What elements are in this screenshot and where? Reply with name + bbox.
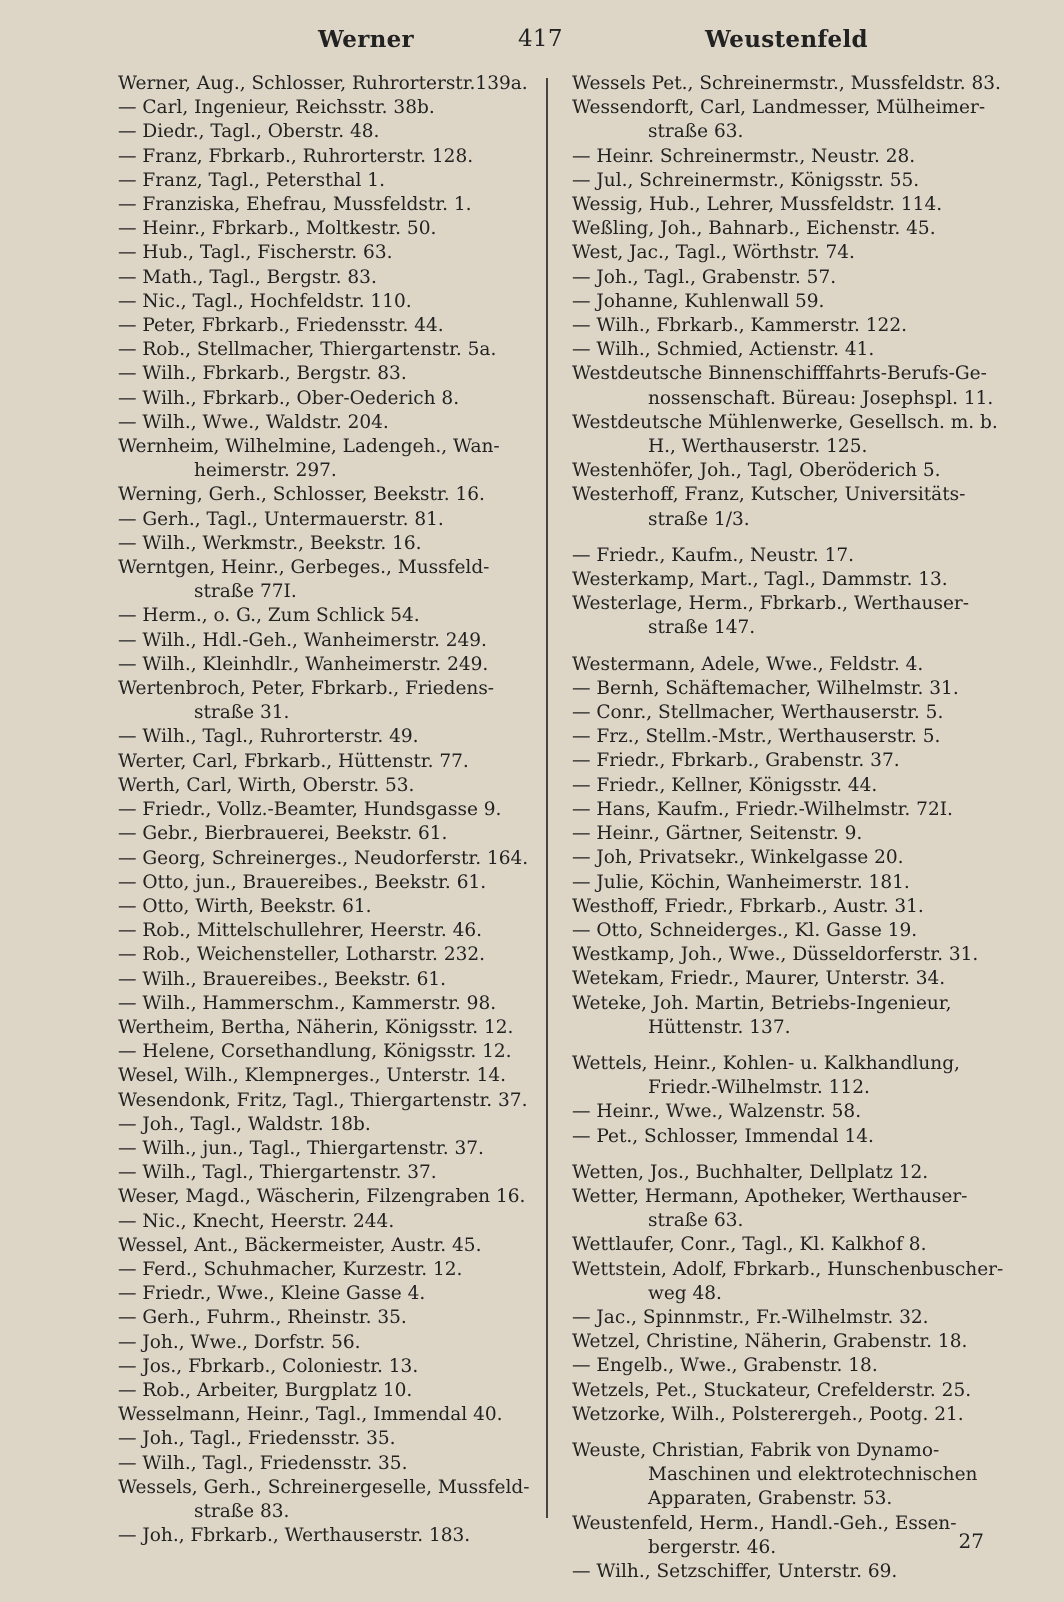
directory-entry (572, 217, 1012, 241)
directory-entry (118, 217, 538, 241)
directory-entry (118, 193, 538, 217)
directory-entry (572, 314, 1012, 338)
directory-entry (572, 362, 1012, 410)
entry-line: — Heinr., Gärtner, Seitenstr. 9. (572, 823, 863, 845)
directory-entry (118, 798, 538, 822)
directory-entry (572, 1052, 1012, 1100)
entry-line: — Franz, Fbrkarb., Ruhrorterstr. 128. (118, 145, 474, 167)
directory-entry (572, 72, 1012, 96)
entry-line: Wessel, Ant., Bäckermeister, Austr. 45. (118, 1234, 482, 1256)
directory-entry (118, 1331, 538, 1355)
directory-entry (572, 193, 1012, 217)
entry-line: — Franziska, Ehefrau, Mussfeldstr. 1. (118, 194, 472, 216)
directory-entry (572, 266, 1012, 290)
directory-entry (118, 604, 538, 628)
entry-line: — Peter, Fbrkarb., Friedensstr. 44. (118, 315, 444, 337)
entry-line: — Heinr., Fbrkarb., Moltkestr. 50. (118, 218, 437, 240)
directory-entry (572, 919, 1012, 943)
entry-line: — Wilh., Hammerschm., Kammerstr. 98. (118, 992, 497, 1014)
directory-entry (572, 592, 1012, 640)
entry-line: — Joh., Fbrkarb., Werthauserstr. 183. (118, 1525, 471, 1547)
directory-entry (118, 1016, 538, 1040)
entry-line: — Friedr., Wwe., Kleine Gasse 4. (118, 1283, 426, 1305)
directory-entry (118, 1379, 538, 1403)
entry-line: Werning, Gerh., Schlosser, Beekstr. 16. (118, 484, 485, 506)
entry-line: Wettlaufer, Conr., Tagl., Kl. Kalkhof 8. (572, 1234, 927, 1256)
entry-continuation: Hüttenstr. 137. (648, 1016, 791, 1038)
entry-line: Wertheim, Bertha, Näherin, Königsstr. 12. (118, 1016, 514, 1038)
directory-entry (118, 774, 538, 798)
directory-entry (572, 1379, 1012, 1403)
entry-line: Wetten, Jos., Buchhalter, Dellplatz 12. (572, 1161, 929, 1183)
entry-line: — Franz, Tagl., Petersthal 1. (118, 169, 385, 191)
directory-entry (572, 483, 1012, 531)
entry-line: Weuste, Christian, Fabrik von Dynamo- (572, 1439, 940, 1461)
entry-line: Westerkamp, Mart., Tagl., Dammstr. 13. (572, 569, 948, 591)
entry-line: — Friedr., Kaufm., Neustr. 17. (572, 544, 854, 566)
directory-entry (118, 1137, 538, 1161)
directory-entry (572, 677, 1012, 701)
entry-line: — Hans, Kaufm., Friedr.-Wilhelmstr. 72I. (572, 798, 953, 820)
directory-entry (118, 532, 538, 556)
entry-line: — Wilh., Wwe., Waldstr. 204. (118, 411, 389, 433)
entry-line: — Wilh., Tagl., Friedensstr. 35. (118, 1452, 408, 1474)
directory-entry (572, 1306, 1012, 1330)
entry-line: Westdeutsche Binnenschifffahrts-Berufs-Ge- (572, 363, 987, 385)
entry-continuation: Apparaten, Grabenstr. 53. (648, 1488, 893, 1510)
directory-entry (572, 992, 1012, 1040)
entry-line: — Wilh., Fbrkarb., Kammerstr. 122. (572, 315, 907, 337)
entry-line: — Hub., Tagl., Fischerstr. 63. (118, 242, 393, 264)
entry-line: — Frz., Stellm.-Mstr., Werthauserstr. 5. (572, 726, 941, 748)
entry-line: Wetzels, Pet., Stuckateur, Crefelderstr. 25. (572, 1379, 972, 1401)
directory-entry (118, 96, 538, 120)
directory-entry (572, 1403, 1012, 1427)
entry-line: — Wilh., jun., Tagl., Thiergartenstr. 37. (118, 1137, 484, 1159)
entry-line: — Wilh., Brauereibes., Beekstr. 61. (118, 968, 447, 990)
directory-entry (118, 1161, 538, 1185)
entry-line: Wetzorke, Wilh., Polsterergeh., Pootg. 21. (572, 1403, 964, 1425)
entry-line: — Engelb., Wwe., Grabenstr. 18. (572, 1355, 878, 1377)
entry-line: Weustenfeld, Herm., Handl.-Geh., Essen- (572, 1512, 957, 1534)
entry-line: Westerhoff, Franz, Kutscher, Universitäts- (572, 484, 966, 506)
directory-entry (118, 1427, 538, 1451)
entry-continuation: nossenschaft. Büreau: Josephspl. 11. (648, 387, 994, 409)
entry-line: — Ferd., Schuhmacher, Kurzestr. 12. (118, 1258, 463, 1280)
directory-entry (572, 1161, 1012, 1185)
directory-entry (118, 943, 538, 967)
entry-line: — Wilh., Kleinhdlr., Wanheimerstr. 249. (118, 653, 489, 675)
header-left-catchword: Werner (318, 26, 414, 53)
entry-line: — Pet., Schlosser, Immendal 14. (572, 1125, 874, 1147)
directory-entry (572, 1560, 1012, 1584)
entry-line: — Wilh., Setzschiffer, Unterstr. 69. (572, 1560, 898, 1582)
entry-line: — Rob., Arbeiter, Burgplatz 10. (118, 1379, 413, 1401)
entry-line: — Joh., Tagl., Friedensstr. 35. (118, 1428, 396, 1450)
entry-continuation: H., Werthauserstr. 125. (648, 436, 868, 458)
right-column (572, 72, 1012, 1584)
directory-entry (572, 459, 1012, 483)
directory-entry (572, 967, 1012, 991)
entry-line: — Joh., Wwe., Dorfstr. 56. (118, 1331, 361, 1353)
entry-continuation: heimerstr. 297. (194, 460, 337, 482)
directory-entry (572, 701, 1012, 725)
directory-entry (118, 968, 538, 992)
directory-entry (118, 1185, 538, 1209)
directory-entry (118, 1355, 538, 1379)
entry-line: — Jos., Fbrkarb., Coloniestr. 13. (118, 1355, 419, 1377)
entry-line: — Math., Tagl., Bergstr. 83. (118, 266, 377, 288)
entry-line: — Otto, Wirth, Beekstr. 61. (118, 895, 372, 917)
directory-entry (118, 1306, 538, 1330)
directory-entry (118, 1452, 538, 1476)
entry-line: Westkamp, Joh., Wwe., Düsseldorferstr. 31. (572, 944, 979, 966)
entry-line: — Gebr., Bierbrauerei, Beekstr. 61. (118, 823, 448, 845)
directory-entry (572, 895, 1012, 919)
directory-entry (118, 508, 538, 532)
directory-entry (118, 483, 538, 507)
directory-entry (118, 338, 538, 362)
directory-entry (118, 677, 538, 725)
directory-entry (572, 1512, 1012, 1560)
entry-line: Wesendonk, Fritz, Tagl., Thiergartenstr. 37. (118, 1089, 528, 1111)
entry-line: — Nic., Tagl., Hochfeldstr. 110. (118, 290, 412, 312)
directory-entry (118, 1040, 538, 1064)
entry-line: — Conr., Stellmacher, Werthauserstr. 5. (572, 702, 944, 724)
directory-entry (572, 943, 1012, 967)
entry-line: — Georg, Schreinerges., Neudorferstr. 164. (118, 847, 529, 869)
directory-entry (572, 338, 1012, 362)
entry-line: — Heinr. Schreinermstr., Neustr. 28. (572, 145, 916, 167)
directory-entry (572, 544, 1012, 568)
directory-entry (572, 1233, 1012, 1257)
entry-line: Weteke, Joh. Martin, Betriebs-Ingenieur, (572, 992, 952, 1014)
directory-entry (572, 725, 1012, 749)
entry-line: Wetter, Hermann, Apotheker, Werthauser- (572, 1185, 968, 1207)
entry-continuation: straße 63. (648, 121, 744, 143)
entry-line: — Otto, jun., Brauereibes., Beekstr. 61. (118, 871, 487, 893)
entry-line: Wetekam, Friedr., Maurer, Unterstr. 34. (572, 968, 946, 990)
entry-line: — Herm., o. G., Zum Schlick 54. (118, 605, 420, 627)
directory-entry (572, 822, 1012, 846)
entry-line: Werner, Aug., Schlosser, Ruhrorterstr.139a. (118, 73, 528, 94)
entry-line: Werter, Carl, Fbrkarb., Hüttenstr. 77. (118, 750, 469, 772)
directory-entry (118, 290, 538, 314)
directory-entry (118, 435, 538, 483)
directory-entry (118, 1089, 538, 1113)
entry-line: Weser, Magd., Wäscherin, Filzengraben 16. (118, 1186, 526, 1208)
directory-entry (572, 871, 1012, 895)
entry-line: — Gerh., Fuhrm., Rheinstr. 35. (118, 1307, 407, 1329)
entry-continuation: straße 1/3. (648, 508, 750, 530)
entry-line: Wesel, Wilh., Klempnerges., Unterstr. 14. (118, 1065, 507, 1087)
entry-line: — Wilh., Tagl., Thiergartenstr. 37. (118, 1162, 437, 1184)
entry-line: — Wilh., Werkmstr., Beekstr. 16. (118, 532, 422, 554)
entry-line: — Jul., Schreinermstr., Königsstr. 55. (572, 169, 920, 191)
directory-entry (572, 653, 1012, 677)
entry-line: — Friedr., Vollz.-Beamter, Hundsgasse 9. (118, 799, 502, 821)
directory-entry (572, 145, 1012, 169)
directory-entry (118, 629, 538, 653)
entry-line: Wernheim, Wilhelmine, Ladengeh., Wan- (118, 436, 500, 458)
entry-continuation: bergerstr. 46. (648, 1536, 777, 1558)
entry-continuation: straße 63. (648, 1210, 744, 1232)
entry-line: Westermann, Adele, Wwe., Feldstr. 4. (572, 653, 924, 675)
entry-line: Wessendorft, Carl, Landmesser, Mülheimer- (572, 97, 986, 119)
directory-entry (118, 387, 538, 411)
entry-line: — Wilh., Hdl.-Geh., Wanheimerstr. 249. (118, 629, 487, 651)
directory-entry (572, 1439, 1012, 1512)
directory-entry (118, 411, 538, 435)
directory-entry (572, 1100, 1012, 1124)
directory-entry (572, 846, 1012, 870)
directory-entry (118, 1403, 538, 1427)
entry-line: — Friedr., Fbrkarb., Grabenstr. 37. (572, 750, 900, 772)
directory-entry (118, 895, 538, 919)
directory-entry (118, 362, 538, 386)
entry-line: — Wilh., Tagl., Ruhrorterstr. 49. (118, 726, 419, 748)
directory-entry (118, 822, 538, 846)
entry-line: — Rob., Stellmacher, Thiergartenstr. 5a. (118, 339, 497, 361)
directory-entry (118, 1258, 538, 1282)
footer-signature: 27 (958, 1529, 984, 1553)
entry-line: — Johanne, Kuhlenwall 59. (572, 290, 825, 312)
entry-continuation: straße 77I. (194, 581, 297, 603)
entry-line: Wertenbroch, Peter, Fbrkarb., Friedens- (118, 678, 495, 700)
entry-line: — Friedr., Kellner, Königsstr. 44. (572, 774, 878, 796)
left-column (118, 72, 538, 1548)
entry-line: — Otto, Schneiderges., Kl. Gasse 19. (572, 919, 918, 941)
entry-line: Wesselmann, Heinr., Tagl., Immendal 40. (118, 1404, 503, 1426)
entry-continuation: straße 31. (194, 702, 290, 724)
entry-line: — Wilh., Fbrkarb., Ober-Oederich 8. (118, 387, 460, 409)
entry-line: Wessels Pet., Schreinermstr., Mussfeldstr. 83. (572, 73, 1001, 94)
entry-line: — Helene, Corsethandlung, Königsstr. 12. (118, 1041, 512, 1063)
directory-entry (118, 1524, 538, 1548)
directory-entry (118, 1282, 538, 1306)
directory-entry (118, 653, 538, 677)
directory-entry (572, 290, 1012, 314)
entry-line: Wetzel, Christine, Näherin, Grabenstr. 18. (572, 1331, 968, 1353)
directory-entry (118, 847, 538, 871)
entry-line: — Wilh., Schmied, Actienstr. 41. (572, 339, 875, 361)
entry-line: Westerlage, Herm., Fbrkarb., Werthauser- (572, 593, 970, 615)
header-right-catchword: Weustenfeld (705, 26, 868, 53)
entry-line: — Joh., Tagl., Waldstr. 18b. (118, 1113, 371, 1135)
entry-continuation: Friedr.-Wilhelmstr. 112. (648, 1077, 870, 1099)
directory-entry (118, 556, 538, 604)
directory-entry (572, 241, 1012, 265)
directory-entry (118, 992, 538, 1016)
entry-line: — Carl, Ingenieur, Reichsstr. 38b. (118, 97, 435, 119)
directory-entry (118, 725, 538, 749)
directory-entry (118, 120, 538, 144)
entry-line: Werth, Carl, Wirth, Oberstr. 53. (118, 774, 415, 796)
directory-entry (572, 798, 1012, 822)
directory-entry (572, 749, 1012, 773)
entry-line: Werntgen, Heinr., Gerbeges., Mussfeld- (118, 557, 490, 579)
entry-continuation: Maschinen und elektrotechnischen (648, 1464, 978, 1486)
entry-continuation: straße 83. (194, 1500, 290, 1522)
entry-line: Westhoff, Friedr., Fbrkarb., Austr. 31. (572, 895, 924, 917)
entry-line: Wessig, Hub., Lehrer, Mussfeldstr. 114. (572, 194, 943, 216)
entry-line: Wettstein, Adolf, Fbrkarb., Hunschenbuscher- (572, 1258, 1004, 1280)
entry-line: — Wilh., Fbrkarb., Bergstr. 83. (118, 363, 407, 385)
directory-entry (118, 919, 538, 943)
entry-line: Wessels, Gerh., Schreinergeselle, Mussfeld- (118, 1476, 530, 1498)
entry-line: — Rob., Weichensteller, Lotharstr. 232. (118, 944, 486, 966)
entry-line: — Nic., Knecht, Heerstr. 244. (118, 1210, 395, 1232)
directory-entry (572, 1185, 1012, 1233)
column-divider (546, 78, 548, 1518)
directory-entry (572, 774, 1012, 798)
directory-entry (118, 1113, 538, 1137)
directory-entry (118, 72, 538, 96)
directory-entry (118, 241, 538, 265)
directory-entry (572, 411, 1012, 459)
entry-line: — Joh., Tagl., Grabenstr. 57. (572, 266, 837, 288)
entry-line: West, Jac., Tagl., Wörthstr. 74. (572, 242, 855, 264)
directory-entry (572, 568, 1012, 592)
directory-entry (118, 1064, 538, 1088)
entry-continuation: straße 147. (648, 617, 756, 639)
directory-entry (572, 1330, 1012, 1354)
directory-entry (118, 266, 538, 290)
entry-line: — Heinr., Wwe., Walzenstr. 58. (572, 1101, 862, 1123)
page-number: 417 (518, 26, 563, 52)
directory-entry (572, 169, 1012, 193)
entry-line: — Julie, Köchin, Wanheimerstr. 181. (572, 871, 910, 893)
directory-entry (118, 1476, 538, 1524)
directory-entry (118, 314, 538, 338)
entry-line: — Rob., Mittelschullehrer, Heerstr. 46. (118, 920, 483, 942)
entry-line: — Jac., Spinnmstr., Fr.-Wilhelmstr. 32. (572, 1306, 929, 1328)
entry-line: Weßling, Joh., Bahnarb., Eichenstr. 45. (572, 218, 936, 240)
directory-entry (118, 145, 538, 169)
directory-entry (572, 96, 1012, 144)
directory-entry (572, 1258, 1012, 1306)
entry-line: Westdeutsche Mühlenwerke, Gesellsch. m. b. (572, 411, 998, 433)
entry-line: — Joh, Privatsekr., Winkelgasse 20. (572, 847, 904, 869)
directory-entry (572, 1354, 1012, 1378)
entry-line: Westenhöfer, Joh., Tagl, Oberöderich 5. (572, 460, 941, 482)
entry-line: — Bernh, Schäftemacher, Wilhelmstr. 31. (572, 677, 959, 699)
entry-line: — Diedr., Tagl., Oberstr. 48. (118, 121, 380, 143)
directory-entry (118, 871, 538, 895)
directory-entry (118, 1234, 538, 1258)
entry-continuation: weg 48. (648, 1282, 722, 1304)
entry-line: Wettels, Heinr., Kohlen- u. Kalkhandlung, (572, 1052, 960, 1074)
directory-entry (118, 750, 538, 774)
entry-line: — Gerh., Tagl., Untermauerstr. 81. (118, 508, 444, 530)
directory-entry (118, 1210, 538, 1234)
directory-entry (118, 169, 538, 193)
directory-entry (572, 1125, 1012, 1149)
